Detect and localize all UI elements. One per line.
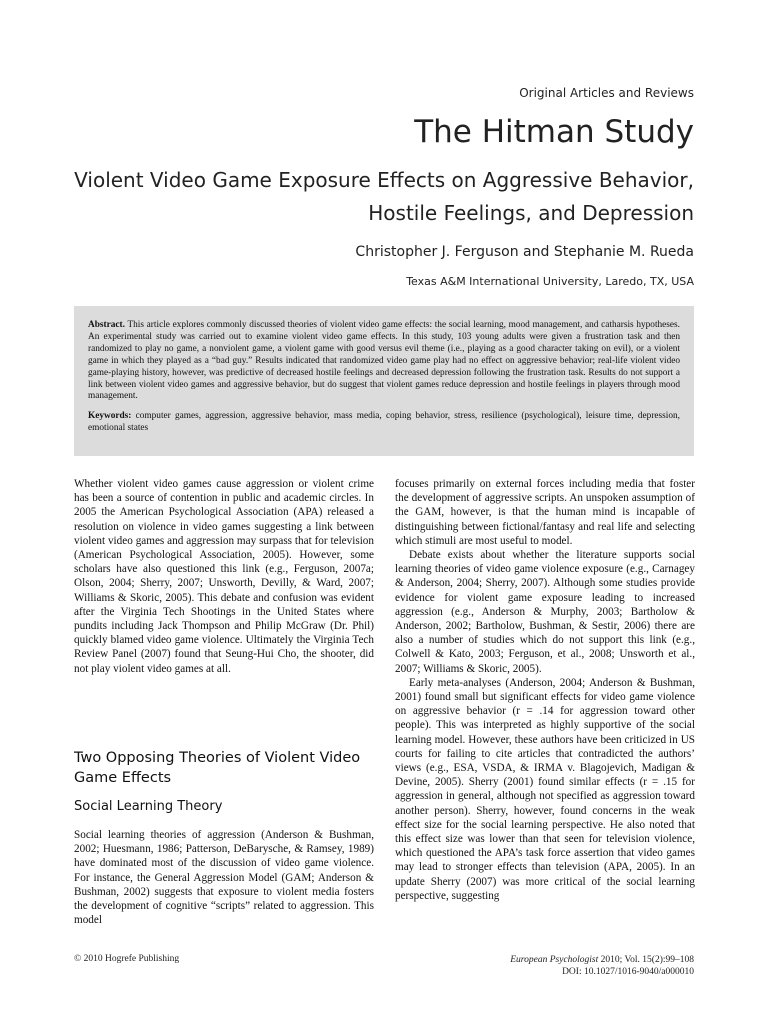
doi: DOI: 10.1027/1016-9040/a000010 xyxy=(562,967,694,977)
article-authors: Christopher J. Ferguson and Stephanie M. Rueda xyxy=(355,244,694,260)
subsection-heading: Social Learning Theory xyxy=(74,799,223,814)
journal-name: European Psychologist xyxy=(510,955,599,965)
article-subtitle: Violent Video Game Exposure Effects on Aggressive Behavior, Hostile Feelings, and Depression xyxy=(74,168,694,225)
section-label: Original Articles and Reviews xyxy=(519,86,694,100)
copyright-notice: © 2010 Hogrefe Publishing xyxy=(74,954,180,964)
right-paragraph-1: focuses primarily on external forces including media that foster the development of aggressive scripts. An unspoken assumption of the GAM, however, is that the human mind is incapable of distinguishing between fictional/fantasy and real life and selecting which stimuli are most useful to model. xyxy=(395,478,695,547)
section-heading: Two Opposing Theories of Violent Video Game Effects xyxy=(74,750,361,786)
author-affiliation: Texas A&M International University, Laredo, TX, USA xyxy=(406,275,694,288)
abstract-text: This article explores commonly discussed theories of violent video game effects: the social learning, mood management, and catharsis hypotheses. An experimental study was carried out to examine violent video game effects. In this study, 103 young adults were given a frustration task and then randomized to play no game, a nonviolent game, a violent game with good versus evil theme (i.e., playing as a good character taking on evil), or a violent game in which they played as a “bad guy.” Results indicated that randomized video game play had no effect on aggressive behavior; real-life violent video game-playing history, however, was predictive of decreased hostile feelings and decreased depression following the frustration task. Results do not support a link between violent video games and aggressive behavior, but do suggest that violent games reduce depression and hostile feelings in players through mood management. xyxy=(88,320,680,402)
right-paragraph-2: Debate exists about whether the literature supports social learning theories of video game violence exposure (e.g., Carnagey & Anderson, 2004; Sherry, 2007). Although some studies provide evidence for violent game exposure leading to increased aggression (e.g., Anderson & Murphy, 2003; Bartholow & Anderson, 2002; Bartholow, Bushman, & Sestir, 2006) there are also a number of studies which do not support this link (e.g., Colwell & Kato, 2003; Ferguson, et al., 2008; Unsworth et al., 2007; Williams & Skoric, 2005). xyxy=(395,549,695,675)
intro-paragraph: Whether violent video games cause aggression or violent crime has been a source of contention in public and academic circles. In 2005 the American Psychological Association (APA) released a resolution on violence in video games suggesting a link between violent video games and aggression may surpass that for television (American Psychological Association, 2005). However, some scholars have also questioned this link (e.g., Ferguson, 2007a; Olson, 2004; Sherry, 2007; Unsworth, Devilly, & Ward, 2007; Williams & Skoric, 2005). This debate and confusion was evident after the Virginia Tech Shootings in the United States where pundits including Jack Thompson and Philip McGraw (Dr. Phil) quickly blamed video game violence. Ultimately the Virginia Tech Review Panel (2007) found that Seung-Hui Cho, the shooter, did not play violent video games at all. xyxy=(74,478,374,675)
left-column-top xyxy=(74,477,374,676)
keywords-paragraph xyxy=(88,411,680,435)
abstract-label: Abstract. xyxy=(88,320,125,330)
keywords-label: Keywords: xyxy=(88,411,132,422)
article-title: The Hitman Study xyxy=(414,114,694,150)
abstract-paragraph xyxy=(88,320,680,403)
keywords-text: computer games, aggression, aggressive behavior, mass media, coping behavior, stress, resilience (psychological), leisure time, depression, emotional states xyxy=(88,411,680,434)
citation-line xyxy=(510,954,694,966)
right-column xyxy=(395,477,695,903)
social-learning-paragraph: Social learning theories of aggression (Anderson & Bushman, 2002; Huesmann, 1986; Patterson, DeBarysche, & Ramsey, 1989) have dominated most of the discussion of video game violence. For instance, the General Aggression Model (GAM; Anderson & Bushman, 2002) suggests that exposure to violent media fosters the development of cognitive “scripts” related to aggression. This model xyxy=(74,829,374,927)
abstract-box xyxy=(74,306,694,456)
right-paragraph-3: Early meta-analyses (Anderson, 2004; Anderson & Bushman, 2001) found small but significant effects for video game violence on aggressive behavior (r = .14 for aggression toward other people). This was interpreted as highly supportive of the social learning model. However, these authors have been criticized in US courts for failing to cite articles that contradicted the authors’ views (e.g., ESA, VSDA, & IRMA v. Blagojevich, Madigan & Devine, 2005). Sherry (2001) found similar effects (r = .15 for aggression in general, although not specified as aggression toward another person). Sherry, however, found concerns in the weak effect size for the social learning perspective. He also noted that this effect size was lower than that seen for television violence, which questioned the APA’s task force assertion that video games may lead to stronger effects than television (APA, 2005). In an update Sherry (2007) was more critical of the social learning perspective, suggesting xyxy=(395,676,695,902)
volume-pages: 2010; Vol. 15(2):99–108 xyxy=(600,955,694,965)
journal-citation xyxy=(510,954,694,978)
left-column-bottom xyxy=(74,828,374,927)
